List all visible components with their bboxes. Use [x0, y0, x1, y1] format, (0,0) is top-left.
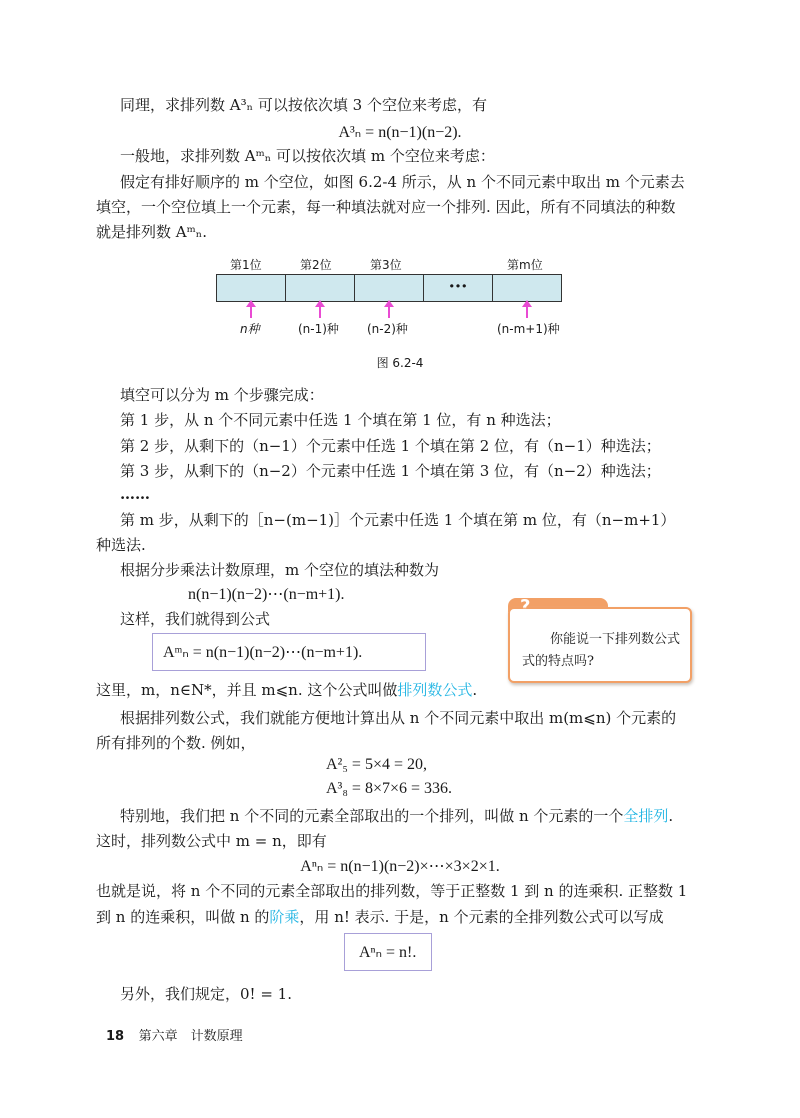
equation: A²₅ = 5×4 = 20,	[326, 756, 427, 773]
text-segment: .	[472, 681, 478, 699]
slot-header-m: 第m位	[507, 258, 543, 272]
figure-caption: 图 6.2-4	[376, 356, 424, 370]
text-line: 第 m 步，从剩下的［n−(m−1)］个元素中任选 1 个填在第 m 位，有（n−m+1）	[120, 511, 676, 529]
permutation-formula: Aᵐₙ = n(n−1)(n−2)⋯(n−m+1).	[163, 644, 363, 661]
text-line: 填空可以分为 m 个步骤完成：	[120, 386, 324, 404]
arrow-up-icon	[388, 306, 390, 318]
slot-3	[354, 274, 424, 302]
text-segment: .	[668, 807, 674, 825]
question-mark-icon: ?	[520, 596, 531, 617]
choice-label-3: (n-2)种	[367, 322, 408, 336]
page-footer	[106, 1025, 243, 1044]
equation: Aⁿₙ = n(n−1)(n−2)×⋯×3×2×1.	[300, 858, 500, 875]
text-line: 这时，排列数公式中 m = n，即有	[96, 832, 327, 850]
arrow-up-icon	[526, 306, 528, 318]
text-line: 所有排列的个数. 例如，	[96, 734, 256, 752]
slot-header-1: 第1位	[230, 258, 262, 272]
text-segment: ，用 n! 表示. 于是，n 个元素的全排列数公式可以写成	[299, 908, 664, 926]
chapter-title: 第六章 计数原理	[138, 1029, 243, 1044]
callout-line-1: 你能说一下排列数公式	[550, 632, 681, 647]
choice-label-2: (n-1)种	[298, 322, 339, 336]
text-line: 种选法.	[96, 536, 146, 554]
text-line: 第 3 步，从剩下的（n−2）个元素中任选 1 个填在第 3 位，有（n−2）种选法；	[120, 462, 661, 480]
text-segment: 这里，m，n∈N*，并且 m⩽n. 这个公式叫做	[96, 681, 398, 699]
text-line	[96, 680, 477, 700]
term-full-permutation: 全排列	[623, 807, 669, 825]
text-line: 就是排列数 Aᵐₙ.	[96, 223, 208, 241]
equation: A³₈ = 8×7×6 = 336.	[326, 780, 453, 797]
term-permutation-formula: 排列数公式	[397, 681, 473, 699]
equation: n(n−1)(n−2)⋯(n−m+1).	[188, 586, 345, 603]
text-segment: 特别地，我们把 n 个不同的元素全部取出的一个排列，叫做 n 个元素的一个	[120, 807, 624, 825]
text-line: 另外，我们规定，0! = 1.	[120, 985, 292, 1003]
text-line: 假定有排好顺序的 m 个空位，如图 6.2-4 所示，从 n 个不同元素中取出 m 个元素去	[120, 173, 685, 191]
text-segment: 到 n 的连乘积，叫做 n 的	[96, 908, 270, 926]
factorial-formula: Aⁿₙ = n!.	[359, 944, 417, 961]
text-line: 这样，我们就得到公式	[120, 610, 271, 628]
choice-label-1: n种	[240, 322, 260, 336]
text-line: 根据排列数公式，我们就能方便地计算出从 n 个不同元素中取出 m(m⩽n) 个元素的	[120, 709, 677, 727]
choice-label-m: (n-m+1)种	[497, 322, 560, 336]
text-line	[96, 907, 664, 927]
text-line: 填空，一个空位填上一个元素，每一种填法就对应一个排列. 因此，所有不同填法的种数	[96, 198, 676, 216]
text-line	[120, 806, 673, 826]
slot-header-3: 第3位	[370, 258, 402, 272]
arrow-up-icon	[319, 306, 321, 318]
callout-line-2: 式的特点吗?	[522, 654, 594, 669]
slot-1	[216, 274, 286, 302]
term-factorial: 阶乘	[269, 908, 300, 926]
text-line: 同理，求排列数 A³ₙ 可以按依次填 3 个空位来考虑，有	[120, 96, 487, 114]
text-line: 也就是说，将 n 个不同的元素全部取出的排列数，等于正整数 1 到 n 的连乘积. 正整数 1	[96, 882, 688, 900]
arrow-up-icon	[250, 306, 252, 318]
equation: A³ₙ = n(n−1)(n−2).	[338, 124, 462, 141]
slot-header-2: 第2位	[300, 258, 332, 272]
text-line: 根据分步乘法计数原理，m 个空位的填法种数为	[120, 561, 439, 579]
formula-box	[152, 633, 426, 671]
page-number: 18	[106, 1029, 125, 1044]
slot-2	[285, 274, 355, 302]
text-line: 一般地，求排列数 Aᵐₙ 可以按依次填 m 个空位来考虑：	[120, 147, 495, 165]
text-line: 第 2 步，从剩下的（n−1）个元素中任选 1 个填在第 2 位，有（n−1）种选法；	[120, 437, 661, 455]
slot-ellipsis: ···	[423, 274, 493, 302]
ellipsis: ……	[120, 485, 150, 503]
slot-m	[492, 274, 562, 302]
factorial-formula-box	[344, 933, 432, 971]
text-line: 第 1 步，从 n 个不同元素中任选 1 个填在第 1 位，有 n 种选法；	[120, 411, 561, 429]
